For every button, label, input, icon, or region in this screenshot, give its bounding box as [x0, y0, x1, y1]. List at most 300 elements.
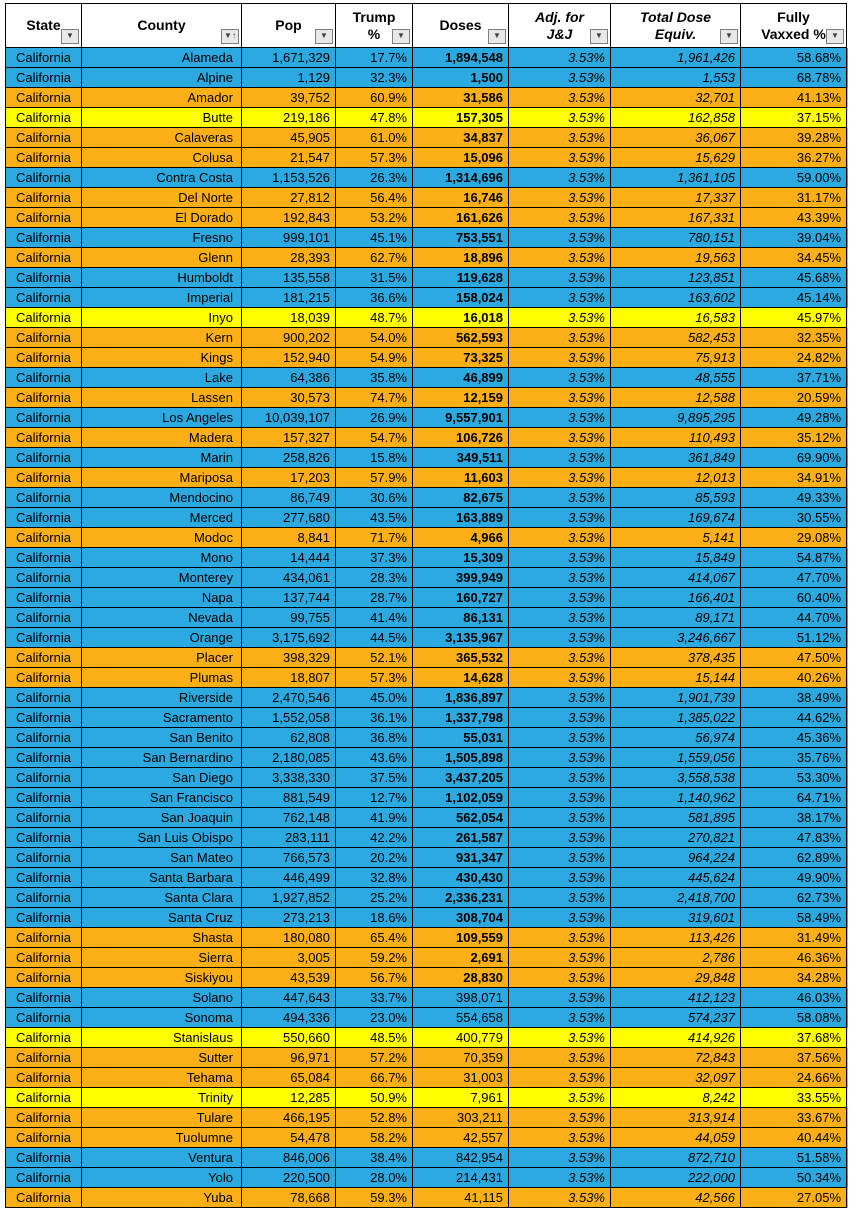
cell-trump[interactable]: 20.2%: [336, 848, 413, 868]
cell-vaxxed[interactable]: 64.71%: [741, 788, 847, 808]
cell-adj[interactable]: 3.53%: [509, 788, 611, 808]
cell-adj[interactable]: 3.53%: [509, 968, 611, 988]
cell-pop[interactable]: 219,186: [242, 108, 336, 128]
cell-doses[interactable]: 1,894,548: [413, 48, 509, 68]
cell-doses[interactable]: 161,626: [413, 208, 509, 228]
cell-pop[interactable]: 1,153,526: [242, 168, 336, 188]
cell-state[interactable]: California: [5, 988, 82, 1008]
cell-state[interactable]: California: [5, 648, 82, 668]
cell-vaxxed[interactable]: 45.97%: [741, 308, 847, 328]
cell-pop[interactable]: 3,175,692: [242, 628, 336, 648]
cell-equiv[interactable]: 3,558,538: [611, 768, 741, 788]
cell-state[interactable]: California: [5, 88, 82, 108]
cell-vaxxed[interactable]: 32.35%: [741, 328, 847, 348]
cell-trump[interactable]: 50.9%: [336, 1088, 413, 1108]
cell-equiv[interactable]: 1,361,105: [611, 168, 741, 188]
cell-equiv[interactable]: 574,237: [611, 1008, 741, 1028]
cell-vaxxed[interactable]: 31.17%: [741, 188, 847, 208]
cell-pop[interactable]: 12,285: [242, 1088, 336, 1108]
cell-doses[interactable]: 15,309: [413, 548, 509, 568]
cell-trump[interactable]: 57.3%: [336, 668, 413, 688]
cell-doses[interactable]: 11,603: [413, 468, 509, 488]
cell-equiv[interactable]: 32,097: [611, 1068, 741, 1088]
cell-adj[interactable]: 3.53%: [509, 1028, 611, 1048]
cell-doses[interactable]: 1,836,897: [413, 688, 509, 708]
cell-adj[interactable]: 3.53%: [509, 648, 611, 668]
cell-equiv[interactable]: 964,224: [611, 848, 741, 868]
cell-doses[interactable]: 349,511: [413, 448, 509, 468]
cell-doses[interactable]: 430,430: [413, 868, 509, 888]
cell-pop[interactable]: 96,971: [242, 1048, 336, 1068]
cell-doses[interactable]: 160,727: [413, 588, 509, 608]
cell-state[interactable]: California: [5, 248, 82, 268]
cell-trump[interactable]: 28.7%: [336, 588, 413, 608]
cell-trump[interactable]: 26.9%: [336, 408, 413, 428]
cell-adj[interactable]: 3.53%: [509, 868, 611, 888]
cell-trump[interactable]: 48.5%: [336, 1028, 413, 1048]
cell-vaxxed[interactable]: 20.59%: [741, 388, 847, 408]
cell-vaxxed[interactable]: 47.50%: [741, 648, 847, 668]
cell-vaxxed[interactable]: 60.40%: [741, 588, 847, 608]
cell-trump[interactable]: 54.7%: [336, 428, 413, 448]
cell-vaxxed[interactable]: 62.73%: [741, 888, 847, 908]
cell-adj[interactable]: 3.53%: [509, 148, 611, 168]
cell-equiv[interactable]: 2,418,700: [611, 888, 741, 908]
cell-equiv[interactable]: 414,926: [611, 1028, 741, 1048]
filter-button-vaxxed[interactable]: ▼: [826, 29, 844, 44]
cell-adj[interactable]: 3.53%: [509, 168, 611, 188]
cell-vaxxed[interactable]: 46.36%: [741, 948, 847, 968]
cell-pop[interactable]: 1,552,058: [242, 708, 336, 728]
cell-equiv[interactable]: 15,629: [611, 148, 741, 168]
cell-pop[interactable]: 1,927,852: [242, 888, 336, 908]
cell-equiv[interactable]: 2,786: [611, 948, 741, 968]
cell-equiv[interactable]: 89,171: [611, 608, 741, 628]
cell-adj[interactable]: 3.53%: [509, 1148, 611, 1168]
cell-vaxxed[interactable]: 54.87%: [741, 548, 847, 568]
cell-vaxxed[interactable]: 37.68%: [741, 1028, 847, 1048]
cell-doses[interactable]: 4,966: [413, 528, 509, 548]
cell-trump[interactable]: 62.7%: [336, 248, 413, 268]
cell-vaxxed[interactable]: 44.70%: [741, 608, 847, 628]
cell-vaxxed[interactable]: 38.17%: [741, 808, 847, 828]
cell-state[interactable]: California: [5, 1008, 82, 1028]
cell-county[interactable]: Mono: [82, 548, 242, 568]
cell-county[interactable]: San Benito: [82, 728, 242, 748]
cell-trump[interactable]: 74.7%: [336, 388, 413, 408]
cell-vaxxed[interactable]: 27.05%: [741, 1188, 847, 1208]
cell-equiv[interactable]: 8,242: [611, 1088, 741, 1108]
cell-trump[interactable]: 47.8%: [336, 108, 413, 128]
cell-pop[interactable]: 17,203: [242, 468, 336, 488]
cell-vaxxed[interactable]: 51.58%: [741, 1148, 847, 1168]
cell-equiv[interactable]: 169,674: [611, 508, 741, 528]
cell-adj[interactable]: 3.53%: [509, 1008, 611, 1028]
cell-county[interactable]: Sonoma: [82, 1008, 242, 1028]
cell-adj[interactable]: 3.53%: [509, 388, 611, 408]
cell-state[interactable]: California: [5, 348, 82, 368]
cell-adj[interactable]: 3.53%: [509, 748, 611, 768]
cell-adj[interactable]: 3.53%: [509, 588, 611, 608]
cell-adj[interactable]: 3.53%: [509, 1128, 611, 1148]
filter-button-trump[interactable]: ▼: [392, 29, 410, 44]
cell-state[interactable]: California: [5, 668, 82, 688]
cell-adj[interactable]: 3.53%: [509, 668, 611, 688]
cell-doses[interactable]: 3,135,967: [413, 628, 509, 648]
cell-trump[interactable]: 57.2%: [336, 1048, 413, 1068]
cell-county[interactable]: Sacramento: [82, 708, 242, 728]
cell-vaxxed[interactable]: 29.08%: [741, 528, 847, 548]
cell-county[interactable]: Trinity: [82, 1088, 242, 1108]
cell-pop[interactable]: 180,080: [242, 928, 336, 948]
cell-adj[interactable]: 3.53%: [509, 508, 611, 528]
cell-doses[interactable]: 106,726: [413, 428, 509, 448]
cell-trump[interactable]: 35.8%: [336, 368, 413, 388]
filter-button-state[interactable]: ▼: [61, 29, 79, 44]
cell-vaxxed[interactable]: 43.39%: [741, 208, 847, 228]
cell-county[interactable]: Napa: [82, 588, 242, 608]
cell-pop[interactable]: 1,129: [242, 68, 336, 88]
cell-adj[interactable]: 3.53%: [509, 368, 611, 388]
cell-state[interactable]: California: [5, 868, 82, 888]
cell-vaxxed[interactable]: 37.56%: [741, 1048, 847, 1068]
cell-vaxxed[interactable]: 59.00%: [741, 168, 847, 188]
cell-county[interactable]: Nevada: [82, 608, 242, 628]
cell-state[interactable]: California: [5, 168, 82, 188]
cell-adj[interactable]: 3.53%: [509, 928, 611, 948]
cell-adj[interactable]: 3.53%: [509, 1188, 611, 1208]
cell-pop[interactable]: 54,478: [242, 1128, 336, 1148]
cell-doses[interactable]: 562,593: [413, 328, 509, 348]
cell-trump[interactable]: 12.7%: [336, 788, 413, 808]
cell-equiv[interactable]: 319,601: [611, 908, 741, 928]
cell-pop[interactable]: 65,084: [242, 1068, 336, 1088]
cell-pop[interactable]: 762,148: [242, 808, 336, 828]
cell-adj[interactable]: 3.53%: [509, 448, 611, 468]
cell-vaxxed[interactable]: 35.76%: [741, 748, 847, 768]
cell-state[interactable]: California: [5, 448, 82, 468]
cell-adj[interactable]: 3.53%: [509, 608, 611, 628]
cell-vaxxed[interactable]: 40.26%: [741, 668, 847, 688]
cell-county[interactable]: San Francisco: [82, 788, 242, 808]
cell-equiv[interactable]: 1,901,739: [611, 688, 741, 708]
cell-pop[interactable]: 152,940: [242, 348, 336, 368]
cell-county[interactable]: Tulare: [82, 1108, 242, 1128]
cell-adj[interactable]: 3.53%: [509, 328, 611, 348]
cell-adj[interactable]: 3.53%: [509, 208, 611, 228]
cell-state[interactable]: California: [5, 808, 82, 828]
cell-state[interactable]: California: [5, 388, 82, 408]
cell-adj[interactable]: 3.53%: [509, 708, 611, 728]
cell-adj[interactable]: 3.53%: [509, 48, 611, 68]
cell-county[interactable]: Kern: [82, 328, 242, 348]
cell-trump[interactable]: 32.8%: [336, 868, 413, 888]
cell-vaxxed[interactable]: 41.13%: [741, 88, 847, 108]
cell-doses[interactable]: 2,336,231: [413, 888, 509, 908]
cell-state[interactable]: California: [5, 408, 82, 428]
cell-equiv[interactable]: 110,493: [611, 428, 741, 448]
cell-equiv[interactable]: 378,435: [611, 648, 741, 668]
cell-adj[interactable]: 3.53%: [509, 848, 611, 868]
cell-doses[interactable]: 15,096: [413, 148, 509, 168]
cell-equiv[interactable]: 270,821: [611, 828, 741, 848]
cell-equiv[interactable]: 12,013: [611, 468, 741, 488]
cell-county[interactable]: Monterey: [82, 568, 242, 588]
cell-equiv[interactable]: 222,000: [611, 1168, 741, 1188]
cell-equiv[interactable]: 32,701: [611, 88, 741, 108]
cell-state[interactable]: California: [5, 208, 82, 228]
cell-pop[interactable]: 494,336: [242, 1008, 336, 1028]
cell-doses[interactable]: 31,003: [413, 1068, 509, 1088]
cell-county[interactable]: Butte: [82, 108, 242, 128]
cell-state[interactable]: California: [5, 1188, 82, 1208]
cell-equiv[interactable]: 16,583: [611, 308, 741, 328]
cell-vaxxed[interactable]: 45.68%: [741, 268, 847, 288]
cell-equiv[interactable]: 3,246,667: [611, 628, 741, 648]
cell-doses[interactable]: 7,961: [413, 1088, 509, 1108]
cell-county[interactable]: Tehama: [82, 1068, 242, 1088]
cell-adj[interactable]: 3.53%: [509, 1048, 611, 1068]
cell-county[interactable]: Alameda: [82, 48, 242, 68]
cell-state[interactable]: California: [5, 588, 82, 608]
cell-pop[interactable]: 157,327: [242, 428, 336, 448]
cell-vaxxed[interactable]: 47.83%: [741, 828, 847, 848]
cell-equiv[interactable]: 780,151: [611, 228, 741, 248]
cell-trump[interactable]: 15.8%: [336, 448, 413, 468]
cell-adj[interactable]: 3.53%: [509, 888, 611, 908]
cell-doses[interactable]: 41,115: [413, 1188, 509, 1208]
cell-pop[interactable]: 86,749: [242, 488, 336, 508]
cell-equiv[interactable]: 44,059: [611, 1128, 741, 1148]
cell-doses[interactable]: 163,889: [413, 508, 509, 528]
cell-state[interactable]: California: [5, 1088, 82, 1108]
cell-pop[interactable]: 62,808: [242, 728, 336, 748]
cell-trump[interactable]: 54.9%: [336, 348, 413, 368]
cell-vaxxed[interactable]: 35.12%: [741, 428, 847, 448]
cell-vaxxed[interactable]: 68.78%: [741, 68, 847, 88]
cell-equiv[interactable]: 17,337: [611, 188, 741, 208]
cell-county[interactable]: Riverside: [82, 688, 242, 708]
cell-vaxxed[interactable]: 37.15%: [741, 108, 847, 128]
cell-doses[interactable]: 16,746: [413, 188, 509, 208]
cell-county[interactable]: Marin: [82, 448, 242, 468]
cell-county[interactable]: Calaveras: [82, 128, 242, 148]
cell-county[interactable]: Plumas: [82, 668, 242, 688]
cell-equiv[interactable]: 113,426: [611, 928, 741, 948]
cell-adj[interactable]: 3.53%: [509, 688, 611, 708]
cell-adj[interactable]: 3.53%: [509, 628, 611, 648]
cell-doses[interactable]: 261,587: [413, 828, 509, 848]
cell-county[interactable]: San Joaquin: [82, 808, 242, 828]
cell-vaxxed[interactable]: 33.67%: [741, 1108, 847, 1128]
cell-trump[interactable]: 28.3%: [336, 568, 413, 588]
cell-county[interactable]: Santa Clara: [82, 888, 242, 908]
cell-adj[interactable]: 3.53%: [509, 568, 611, 588]
cell-doses[interactable]: 1,314,696: [413, 168, 509, 188]
cell-county[interactable]: Yuba: [82, 1188, 242, 1208]
cell-pop[interactable]: 135,558: [242, 268, 336, 288]
cell-pop[interactable]: 2,180,085: [242, 748, 336, 768]
cell-trump[interactable]: 41.4%: [336, 608, 413, 628]
cell-trump[interactable]: 57.3%: [336, 148, 413, 168]
cell-vaxxed[interactable]: 38.49%: [741, 688, 847, 708]
cell-state[interactable]: California: [5, 368, 82, 388]
cell-adj[interactable]: 3.53%: [509, 308, 611, 328]
cell-state[interactable]: California: [5, 728, 82, 748]
cell-county[interactable]: Glenn: [82, 248, 242, 268]
cell-equiv[interactable]: 1,385,022: [611, 708, 741, 728]
cell-adj[interactable]: 3.53%: [509, 468, 611, 488]
cell-county[interactable]: Fresno: [82, 228, 242, 248]
cell-trump[interactable]: 32.3%: [336, 68, 413, 88]
cell-county[interactable]: Mariposa: [82, 468, 242, 488]
cell-doses[interactable]: 931,347: [413, 848, 509, 868]
cell-pop[interactable]: 28,393: [242, 248, 336, 268]
cell-equiv[interactable]: 581,895: [611, 808, 741, 828]
cell-pop[interactable]: 220,500: [242, 1168, 336, 1188]
cell-equiv[interactable]: 48,555: [611, 368, 741, 388]
cell-doses[interactable]: 82,675: [413, 488, 509, 508]
cell-state[interactable]: California: [5, 908, 82, 928]
cell-state[interactable]: California: [5, 608, 82, 628]
cell-county[interactable]: Santa Cruz: [82, 908, 242, 928]
cell-doses[interactable]: 18,896: [413, 248, 509, 268]
cell-equiv[interactable]: 1,140,962: [611, 788, 741, 808]
cell-state[interactable]: California: [5, 828, 82, 848]
cell-state[interactable]: California: [5, 848, 82, 868]
cell-vaxxed[interactable]: 24.66%: [741, 1068, 847, 1088]
cell-pop[interactable]: 21,547: [242, 148, 336, 168]
filter-button-equiv[interactable]: ▼: [720, 29, 738, 44]
cell-pop[interactable]: 446,499: [242, 868, 336, 888]
cell-trump[interactable]: 36.8%: [336, 728, 413, 748]
cell-pop[interactable]: 447,643: [242, 988, 336, 1008]
cell-state[interactable]: California: [5, 508, 82, 528]
cell-state[interactable]: California: [5, 428, 82, 448]
cell-doses[interactable]: 12,159: [413, 388, 509, 408]
cell-equiv[interactable]: 12,588: [611, 388, 741, 408]
cell-trump[interactable]: 43.6%: [336, 748, 413, 768]
cell-doses[interactable]: 9,557,901: [413, 408, 509, 428]
cell-vaxxed[interactable]: 30.55%: [741, 508, 847, 528]
cell-trump[interactable]: 48.7%: [336, 308, 413, 328]
cell-county[interactable]: Imperial: [82, 288, 242, 308]
cell-state[interactable]: California: [5, 288, 82, 308]
filter-button-adj[interactable]: ▼: [590, 29, 608, 44]
cell-adj[interactable]: 3.53%: [509, 828, 611, 848]
cell-trump[interactable]: 25.2%: [336, 888, 413, 908]
cell-doses[interactable]: 16,018: [413, 308, 509, 328]
cell-state[interactable]: California: [5, 1168, 82, 1188]
cell-county[interactable]: Madera: [82, 428, 242, 448]
cell-vaxxed[interactable]: 58.68%: [741, 48, 847, 68]
cell-equiv[interactable]: 1,559,056: [611, 748, 741, 768]
cell-trump[interactable]: 41.9%: [336, 808, 413, 828]
cell-doses[interactable]: 119,628: [413, 268, 509, 288]
cell-pop[interactable]: 3,338,330: [242, 768, 336, 788]
cell-state[interactable]: California: [5, 568, 82, 588]
cell-equiv[interactable]: 123,851: [611, 268, 741, 288]
cell-vaxxed[interactable]: 39.28%: [741, 128, 847, 148]
cell-doses[interactable]: 34,837: [413, 128, 509, 148]
cell-doses[interactable]: 842,954: [413, 1148, 509, 1168]
cell-adj[interactable]: 3.53%: [509, 408, 611, 428]
cell-adj[interactable]: 3.53%: [509, 268, 611, 288]
cell-state[interactable]: California: [5, 968, 82, 988]
cell-adj[interactable]: 3.53%: [509, 288, 611, 308]
cell-adj[interactable]: 3.53%: [509, 188, 611, 208]
cell-doses[interactable]: 3,437,205: [413, 768, 509, 788]
cell-trump[interactable]: 52.8%: [336, 1108, 413, 1128]
cell-vaxxed[interactable]: 69.90%: [741, 448, 847, 468]
cell-adj[interactable]: 3.53%: [509, 228, 611, 248]
cell-equiv[interactable]: 42,566: [611, 1188, 741, 1208]
cell-pop[interactable]: 277,680: [242, 508, 336, 528]
cell-trump[interactable]: 28.0%: [336, 1168, 413, 1188]
cell-trump[interactable]: 66.7%: [336, 1068, 413, 1088]
cell-vaxxed[interactable]: 36.27%: [741, 148, 847, 168]
cell-trump[interactable]: 65.4%: [336, 928, 413, 948]
cell-county[interactable]: Lake: [82, 368, 242, 388]
cell-doses[interactable]: 2,691: [413, 948, 509, 968]
cell-doses[interactable]: 398,071: [413, 988, 509, 1008]
cell-trump[interactable]: 36.6%: [336, 288, 413, 308]
cell-county[interactable]: Ventura: [82, 1148, 242, 1168]
cell-trump[interactable]: 54.0%: [336, 328, 413, 348]
cell-doses[interactable]: 109,559: [413, 928, 509, 948]
cell-pop[interactable]: 881,549: [242, 788, 336, 808]
cell-adj[interactable]: 3.53%: [509, 1068, 611, 1088]
cell-doses[interactable]: 303,211: [413, 1108, 509, 1128]
cell-equiv[interactable]: 1,961,426: [611, 48, 741, 68]
cell-adj[interactable]: 3.53%: [509, 108, 611, 128]
cell-equiv[interactable]: 166,401: [611, 588, 741, 608]
cell-adj[interactable]: 3.53%: [509, 488, 611, 508]
cell-county[interactable]: Del Norte: [82, 188, 242, 208]
cell-pop[interactable]: 766,573: [242, 848, 336, 868]
cell-vaxxed[interactable]: 46.03%: [741, 988, 847, 1008]
cell-trump[interactable]: 56.4%: [336, 188, 413, 208]
cell-adj[interactable]: 3.53%: [509, 1168, 611, 1188]
cell-adj[interactable]: 3.53%: [509, 68, 611, 88]
cell-vaxxed[interactable]: 45.36%: [741, 728, 847, 748]
cell-state[interactable]: California: [5, 688, 82, 708]
cell-pop[interactable]: 181,215: [242, 288, 336, 308]
cell-equiv[interactable]: 36,067: [611, 128, 741, 148]
cell-county[interactable]: Lassen: [82, 388, 242, 408]
cell-county[interactable]: Orange: [82, 628, 242, 648]
cell-doses[interactable]: 1,500: [413, 68, 509, 88]
cell-pop[interactable]: 27,812: [242, 188, 336, 208]
cell-pop[interactable]: 18,807: [242, 668, 336, 688]
cell-pop[interactable]: 466,195: [242, 1108, 336, 1128]
cell-pop[interactable]: 258,826: [242, 448, 336, 468]
cell-pop[interactable]: 999,101: [242, 228, 336, 248]
cell-adj[interactable]: 3.53%: [509, 768, 611, 788]
cell-state[interactable]: California: [5, 108, 82, 128]
cell-trump[interactable]: 38.4%: [336, 1148, 413, 1168]
cell-equiv[interactable]: 5,141: [611, 528, 741, 548]
cell-state[interactable]: California: [5, 548, 82, 568]
cell-doses[interactable]: 28,830: [413, 968, 509, 988]
cell-trump[interactable]: 42.2%: [336, 828, 413, 848]
cell-state[interactable]: California: [5, 888, 82, 908]
cell-doses[interactable]: 70,359: [413, 1048, 509, 1068]
cell-trump[interactable]: 59.2%: [336, 948, 413, 968]
cell-adj[interactable]: 3.53%: [509, 528, 611, 548]
cell-adj[interactable]: 3.53%: [509, 1108, 611, 1128]
cell-pop[interactable]: 8,841: [242, 528, 336, 548]
